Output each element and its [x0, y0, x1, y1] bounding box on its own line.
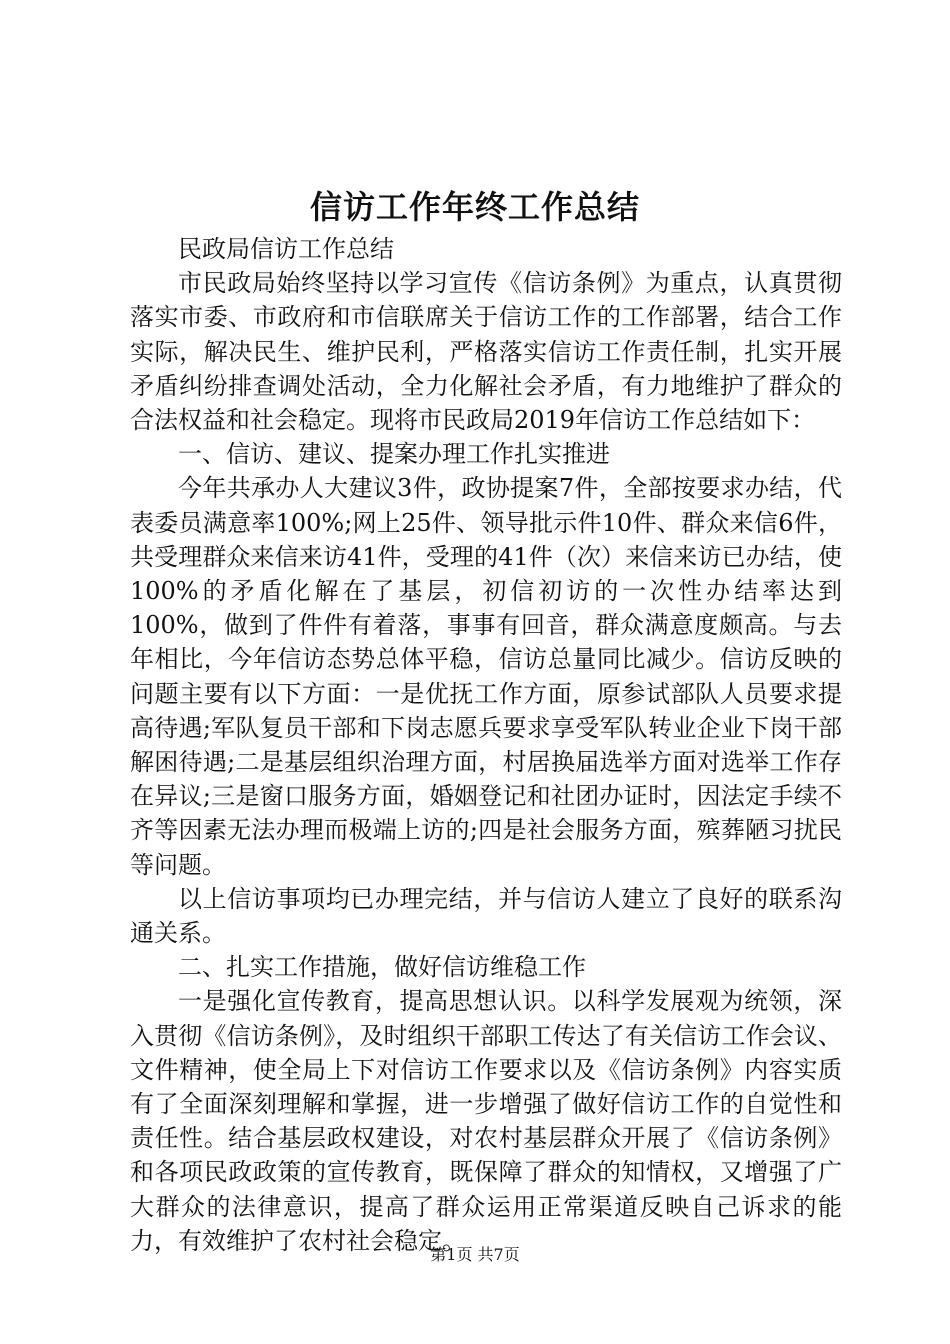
paragraph-subtitle: 民政局信访工作总结: [178, 235, 394, 263]
paragraph-completion: 以上信访事项均已办理完结，并与信访人建立了良好的联系沟通关系。: [130, 884, 842, 948]
paragraph-handling-stats: 今年共承办人大建议3件，政协提案7件，全部按要求办结，代表委员满意率100%;网上25件、领导批示件10件、群众来信6件，共受理群众来信来访41件，受理的41件（次）来信来访已办结，使100%的矛盾化解在了基层，初信初访的一次性办结率达到100%，做到了件件有着落，事事有回音，群众满意度颇高。与去年相比，今年信访态势总体平稳，信访总量同比减少。信访反映的问题主要有以下方面：一是优抚工作方面，原参试部队人员要求提高待遇;军队复员干部和下岗志愿兵要求享受军队转业企业下岗干部解困待遇;二是基层组织治理方面，村居换届选举方面对选举工作存在异议;三是窗口服务方面，婚姻登记和社团办证时，因法定手续不齐等因素无法办理而极端上访的;四是社会服务方面，殡葬陋习扰民等问题。: [130, 474, 842, 879]
document-body: [130, 232, 842, 1258]
section-heading-2: 二、扎实工作措施，做好信访维稳工作: [178, 953, 586, 982]
section-heading-1: 一、信访、建议、提案办理工作扎实推进: [178, 440, 610, 469]
page-footer: 第1页 共7页: [430, 1245, 520, 1264]
paragraph-education: 一是强化宣传教育，提高思想认识。以科学发展观为统领，深入贯彻《信访条例》，及时组织干部职工传达了有关信访工作会议、文件精神，使全局上下对信访工作要求以及《信访条例》内容实质有了全面深刻理解和掌握，进一步增强了做好信访工作的自觉性和责任性。结合基层政权建设，对农村基层群众开展了《信访条例》和各项民政政策的宣传教育，既保障了群众的知情权，又增强了广大群众的法律意识，提高了群众运用正常渠道反映自己诉求的能力，有效维护了农村社会稳定。: [130, 987, 842, 1255]
paragraph-intro: 市民政局始终坚持以学习宣传《信访条例》为重点，认真贯彻落实市委、市政府和市信联席关于信访工作的工作部署，结合工作实际，解决民生、维护民利，严格落实信访工作责任制，扎实开展矛盾纠纷排查调处活动，全力化解社会矛盾，有力地维护了群众的合法权益和社会稳定。现将市民政局2019年信访工作总结如下：: [130, 269, 842, 435]
document-title: 信访工作年终工作总结: [309, 188, 640, 226]
